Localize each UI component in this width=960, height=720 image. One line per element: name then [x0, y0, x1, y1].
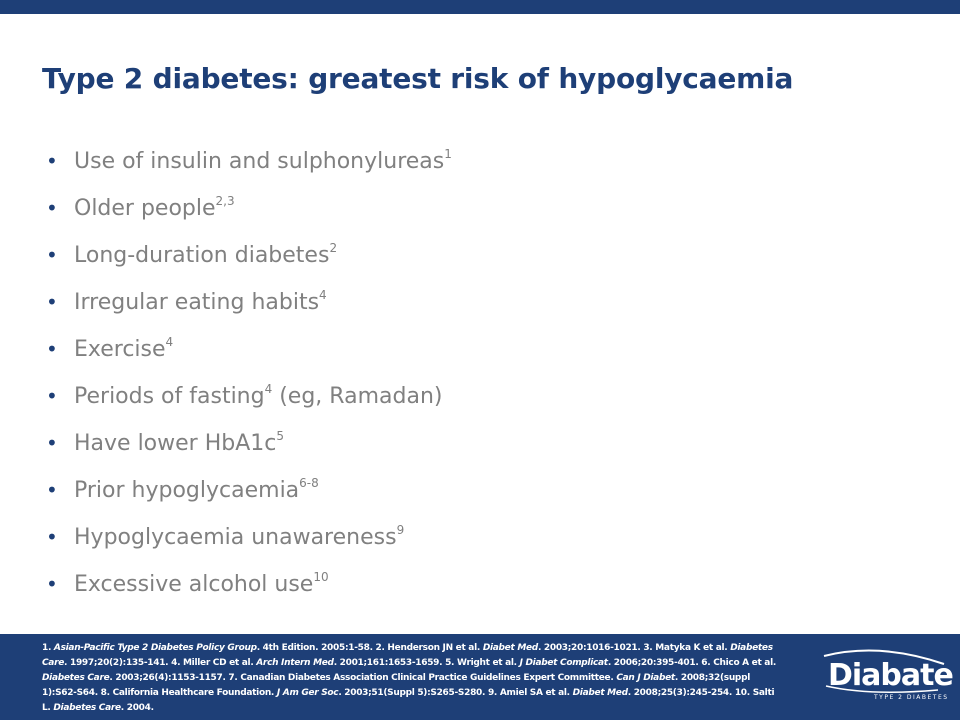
- reference-journal: Diabet Med: [482, 643, 538, 653]
- bullet-icon: •: [46, 478, 58, 502]
- footer-band: [0, 634, 960, 720]
- reference-source: Asian-Pacific Type 2 Diabetes Policy Group: [53, 643, 257, 653]
- logo-tagline: TYPE 2 DIABETES: [874, 694, 949, 701]
- list-item-text: Use of insulin and sulphonylureas: [74, 149, 445, 174]
- reference-text: . 2003;51(Suppl 5):S265-S280. 9. Amiel SA et al.: [338, 688, 573, 698]
- reference-text: . 1997;20(2):135-141. 4. Miller CD et al.: [64, 658, 257, 668]
- reference-text: . 4th Edition. 2005:1-58. 2. Henderson JN et al.: [256, 643, 483, 653]
- list-item-text: Exercise: [74, 337, 166, 362]
- list-item-text: Long-duration diabetes: [74, 243, 330, 268]
- list-item: [46, 373, 452, 420]
- reference-text: 1.: [42, 643, 54, 653]
- reference-journal: J Diabet Complicat: [519, 658, 608, 668]
- top-bar: [0, 0, 960, 14]
- list-item: [46, 138, 452, 185]
- list-item: [46, 185, 452, 232]
- references: [42, 641, 782, 716]
- list-item-text: Older people: [74, 196, 216, 221]
- citation-superscript: 4: [264, 382, 273, 396]
- list-item: [46, 514, 452, 561]
- reference-journal: Can J Diabet: [616, 673, 675, 683]
- list-item-text: Hypoglycaemia unawareness: [74, 525, 397, 550]
- list-item: [46, 420, 452, 467]
- list-item-suffix: (eg, Ramadan): [272, 384, 443, 409]
- list-item-text: Have lower HbA1c: [74, 431, 277, 456]
- list-item: [46, 232, 452, 279]
- bullet-icon: •: [46, 572, 58, 596]
- logo-wordmark: Diabate: [828, 658, 953, 693]
- citation-superscript: 9: [396, 523, 405, 537]
- reference-journal: Arch Intern Med: [256, 658, 334, 668]
- reference-journal: Diabet Med: [572, 688, 628, 698]
- bullet-icon: •: [46, 525, 58, 549]
- list-item-text: Prior hypoglycaemia: [74, 478, 300, 503]
- citation-superscript: 4: [319, 288, 327, 302]
- list-item: [46, 326, 452, 373]
- reference-text: . 2008;32(suppl 1):S62-S64. 8. California Healthcare Foundation.: [42, 673, 750, 698]
- bullet-icon: •: [46, 243, 58, 267]
- citation-superscript: 2: [329, 241, 338, 255]
- reference-journal: Diabetes Care: [42, 643, 773, 668]
- citation-superscript: 2,3: [215, 194, 235, 208]
- citation-superscript: 4: [165, 335, 174, 349]
- list-item: [46, 467, 452, 514]
- reference-text: . 2008;25(3):245-254. 10. Salti L.: [42, 688, 775, 713]
- citation-superscript: 1: [444, 147, 452, 161]
- reference-journal: J Am Ger Soc: [276, 688, 339, 698]
- risk-factor-list: [46, 138, 452, 608]
- reference-text: . 2006;20:395-401. 6. Chico A et al.: [607, 658, 776, 668]
- bullet-icon: •: [46, 149, 58, 173]
- reference-journal: Diabetes Care: [42, 673, 110, 683]
- citation-superscript: 5: [276, 429, 285, 443]
- list-item-text: Irregular eating habits: [74, 290, 320, 315]
- bullet-icon: •: [46, 384, 58, 408]
- list-item: [46, 279, 452, 326]
- reference-text: . 2003;20:1016-1021. 3. Matyka K et al.: [537, 643, 731, 653]
- list-item-text: Periods of fasting: [74, 384, 265, 409]
- list-item-text: Excessive alcohol use: [74, 572, 314, 597]
- bullet-icon: •: [46, 290, 58, 314]
- bullet-icon: •: [46, 337, 58, 361]
- citation-superscript: 10: [313, 570, 329, 584]
- slide-title: Type 2 diabetes: greatest risk of hypoglycaemia: [42, 62, 794, 95]
- diabate-logo: [820, 646, 953, 710]
- bullet-icon: •: [46, 196, 58, 220]
- bullet-icon: •: [46, 431, 58, 455]
- reference-text: . 2004.: [120, 703, 154, 713]
- reference-text: . 2003;26(4):1153-1157. 7. Canadian Diabetes Association Clinical Practice Guidelines Expert Committee.: [109, 673, 617, 683]
- citation-superscript: 6-8: [299, 476, 319, 490]
- reference-text: . 2001;161:1653-1659. 5. Wright et al.: [333, 658, 520, 668]
- list-item: [46, 561, 452, 608]
- reference-journal: Diabetes Care: [53, 703, 121, 713]
